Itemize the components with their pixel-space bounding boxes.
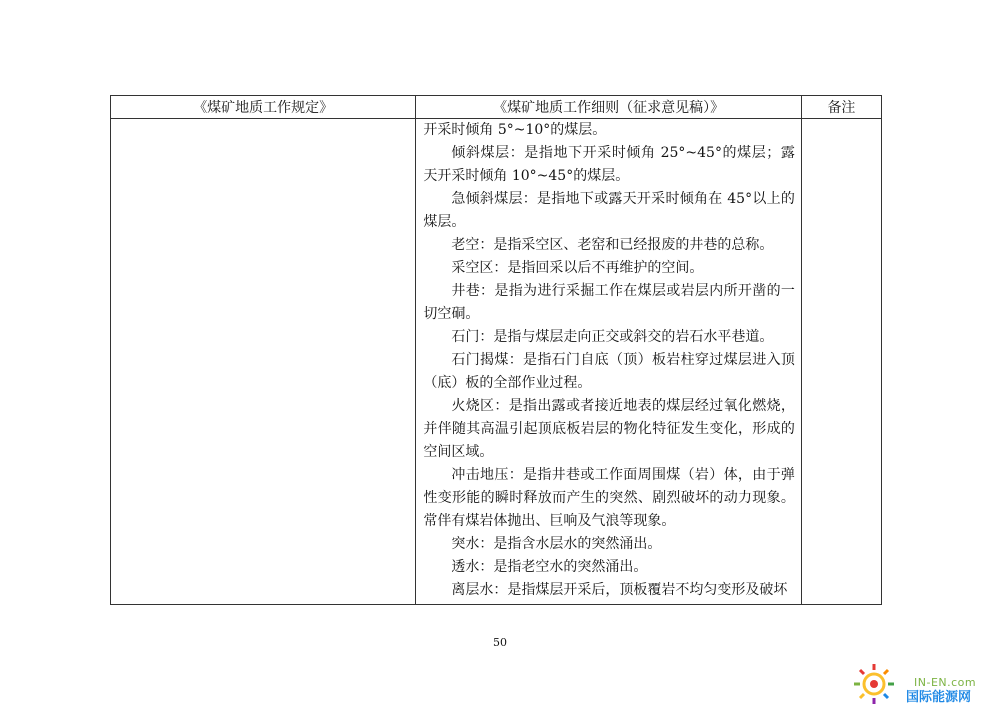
definition-paragraph: 火烧区：是指出露或者接近地表的煤层经过氧化燃烧，并伴随其高温引起顶底板岩层的物化特征发生变化，形成的空间区域。 <box>423 398 795 460</box>
definition-paragraph: 石门揭煤：是指石门自底（顶）板岩柱穿过煤层进入顶（底）板的全部作业过程。 <box>423 352 795 391</box>
definition-paragraph: 突水：是指含水层水的突然涌出。 <box>451 536 662 552</box>
remarks-cell <box>801 119 881 605</box>
detailed-rules-cell <box>416 119 802 605</box>
definition-paragraph: 开采时倾角 5°~10°的煤层。 <box>423 122 607 138</box>
table-header-row <box>111 96 882 119</box>
page-number: 50 <box>493 636 507 649</box>
definition-paragraph: 倾斜煤层：是指地下开采时倾角 25°~45°的煤层；露天开采时倾角 10°~45°的煤层。 <box>423 145 795 184</box>
logo-title: 国际能源网 <box>906 690 972 705</box>
definition-paragraph: 采空区：是指回采以后不再维护的空间。 <box>451 260 704 276</box>
logo-subtitle: IN-EN.com <box>914 676 977 689</box>
definition-paragraph: 透水：是指老空水的突然涌出。 <box>451 559 648 575</box>
definition-paragraph: 急倾斜煤层：是指地下或露天开采时倾角在 45°以上的煤层。 <box>423 191 795 230</box>
definition-paragraph: 石门：是指与煤层走向正交或斜交的岩石水平巷道。 <box>451 329 774 345</box>
header-remarks: 备注 <box>801 96 881 119</box>
definition-paragraph: 井巷：是指为进行采掘工作在煤层或岩层内所开凿的一切空硐。 <box>423 283 795 322</box>
regulation-cell <box>111 119 416 605</box>
table-row <box>111 119 882 605</box>
definition-paragraph: 老空：是指采空区、老窑和已经报废的井巷的总称。 <box>451 237 774 253</box>
definition-paragraph: 离层水：是指煤层开采后，顶板覆岩不均匀变形及破坏 <box>451 582 788 598</box>
header-regulation: 《煤矿地质工作规定》 <box>111 96 416 119</box>
comparison-table <box>110 95 882 605</box>
header-detailed-rules: 《煤矿地质工作细则（征求意见稿）》 <box>416 96 802 119</box>
definition-paragraph: 冲击地压：是指井巷或工作面周围煤（岩）体，由于弹性变形能的瞬时释放而产生的突然、剧烈破坏的动力现象。常伴有煤岩体抛出、巨响及气浪等现象。 <box>423 467 795 529</box>
